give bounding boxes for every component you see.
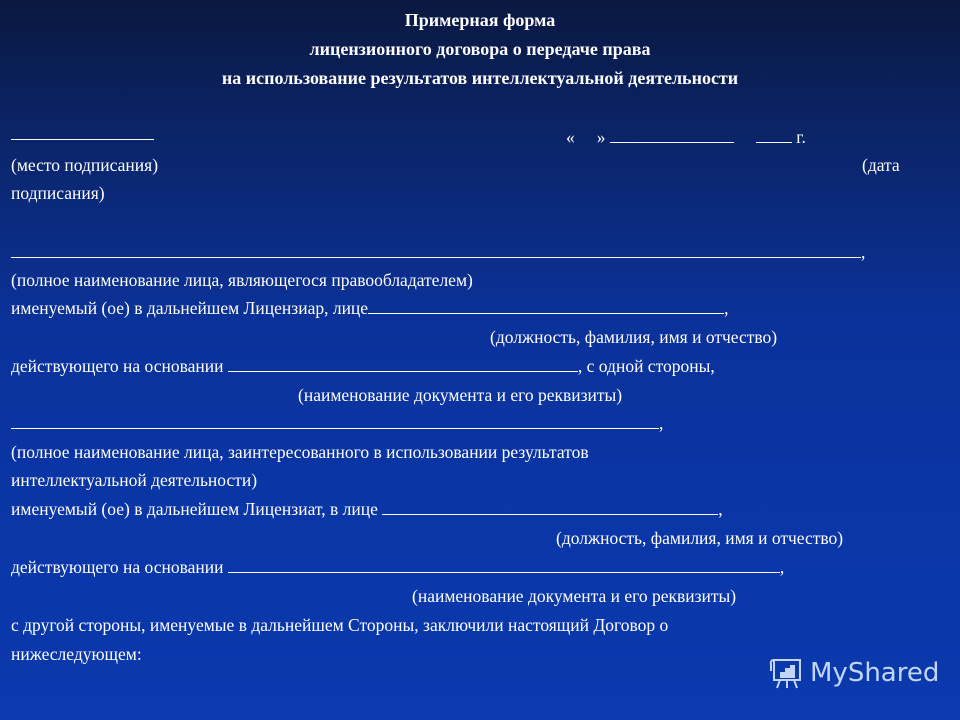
title-line-3: на использование результатов интеллектуальной деятельности xyxy=(221,68,739,88)
date-label: (дата xyxy=(862,155,900,175)
year-suffix: г. xyxy=(796,127,806,147)
doc-label-1: (наименование документа и его реквизиты) xyxy=(298,385,623,405)
quote-open: « xyxy=(566,127,575,147)
place-label: (место подписания) xyxy=(11,155,159,175)
licensee-named: именуемый (ое) в дальнейшем Лицензиат, в лице , xyxy=(11,499,723,519)
closing-line-2: нижеследующем: xyxy=(11,644,142,664)
watermark-text: MyShared xyxy=(810,658,940,688)
position-label-2: (должность, фамилия, имя и отчество) xyxy=(556,528,844,548)
licensee-name-label-2: интеллектуальной деятельности) xyxy=(11,470,258,490)
date-line xyxy=(566,125,806,149)
licensor-name-blank: , xyxy=(11,240,865,264)
presentation-board-icon xyxy=(768,655,804,691)
acting-basis-1: действующего на основании , с одной стороны, xyxy=(11,356,715,376)
title-line-2: лицензионного договора о передаче права xyxy=(309,39,651,59)
date-label-cont: подписания) xyxy=(11,183,105,203)
place-blank xyxy=(11,122,154,146)
myshared-watermark xyxy=(768,655,939,691)
licensee-name-label-1: (полное наименование лица, заинтересованного в использовании результатов xyxy=(11,442,589,462)
closing-line-1: с другой стороны, именуемые в дальнейшем Стороны, заключили настоящий Договор о xyxy=(11,615,669,635)
licensor-name-label: (полное наименование лица, являющегося правообладателем) xyxy=(11,270,473,290)
title-line-1: Примерная форма xyxy=(404,10,556,30)
doc-label-2: (наименование документа и его реквизиты) xyxy=(412,586,737,606)
licensor-named: именуемый (ое) в дальнейшем Лицензиар, лице , xyxy=(11,298,729,318)
quote-close: » xyxy=(596,127,606,147)
acting-basis-2: действующего на основании , xyxy=(11,557,785,577)
position-label-1: (должность, фамилия, имя и отчество) xyxy=(490,327,778,347)
licensee-name-blank: , xyxy=(11,411,663,435)
